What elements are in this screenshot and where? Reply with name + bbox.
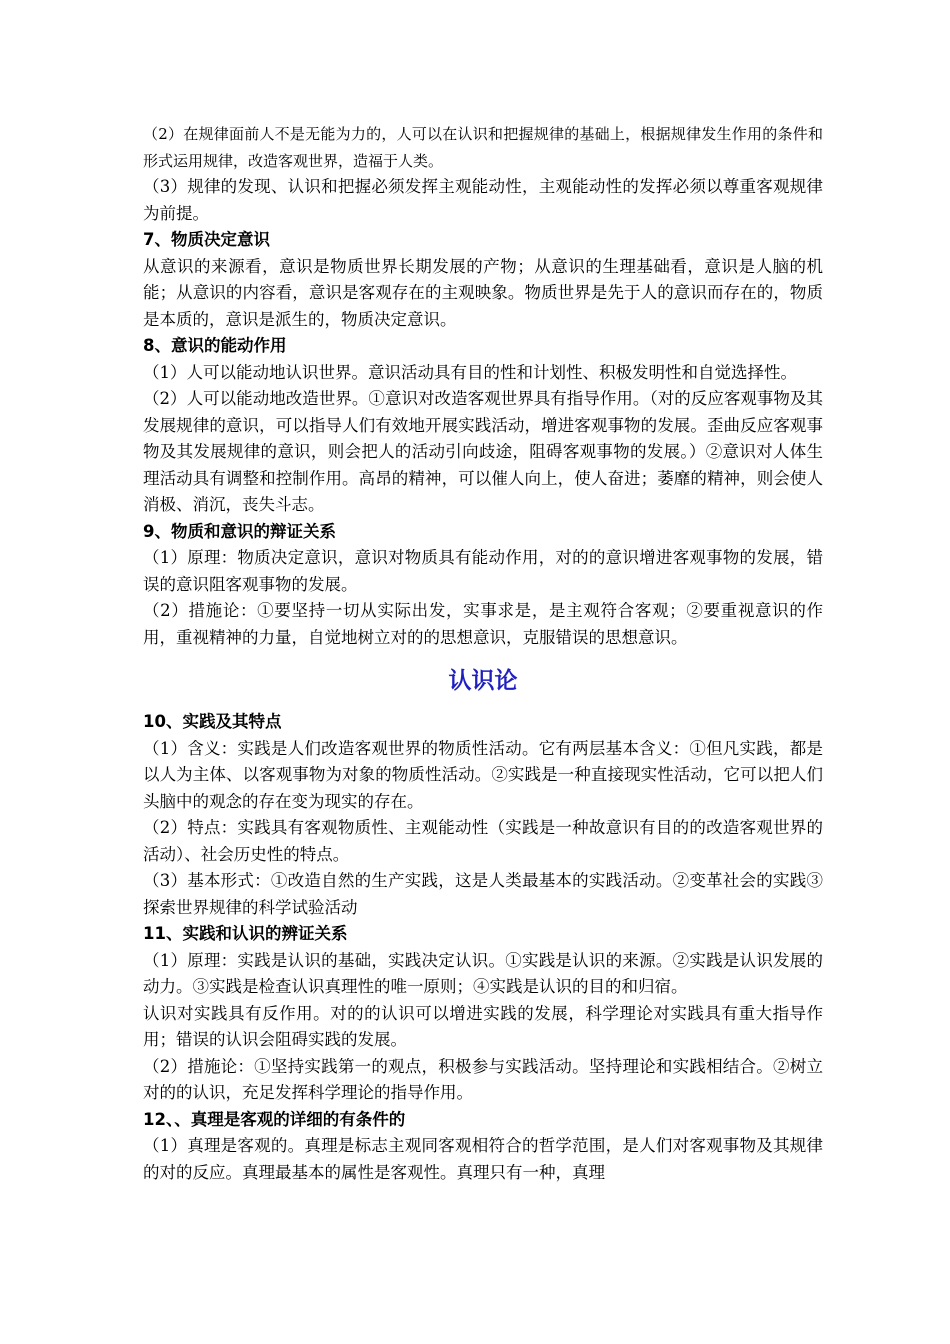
paragraph: （1）真理是客观的。真理是标志主观同客观相符合的哲学范围，是人们对客观事物及其规律的对的反应。真理最基本的属性是客观性。真理只有一种，真理 (143, 1136, 823, 1182)
heading-12: 12、、真理是客观的详细的有条件的 (143, 1109, 406, 1129)
paragraph: （3）规律的发现、认识和把握必须发挥主观能动性，主观能动性的发挥必须以尊重客观规律为前提。 (143, 177, 823, 223)
paragraph: （3）基本形式：①改造自然的生产实践，这是人类最基本的实践活动。②变革社会的实践③探索世界规律的科学试验活动 (143, 871, 823, 917)
paragraph: （2）在规律面前人不是无能为力的，人可以在认识和把握规律的基础上，根据规律发生作用的条件和形式运用规律，改造客观世界，造福于人类。 (143, 125, 823, 170)
paragraph: （2）人可以能动地改造世界。①意识对改造客观世界具有指导作用。（对的反应客观事物及其发展规律的意识，可以指导人们有效地开展实践活动，增进客观事物的发展。歪曲反应客观事物及其发展规律的意识，则会把人的活动引向歧途，阻碍客观事物的发展。）②意识对人体生理活动具有调整和控制作用。高昂的精神，可以催人向上，使人奋进；萎靡的精神，则会使人消极、消沉，丧失斗志。 (143, 389, 823, 514)
paragraph: （1）含义：实践是人们改造客观世界的物质性活动。它有两层基本含义：①但凡实践，都是以人为主体、以客观事物为对象的物质性活动。②实践是一种直接现实性活动，它可以把人们头脑中的观念的存在变为现实的存在。 (143, 738, 823, 811)
heading-10: 10、实践及其特点 (143, 712, 282, 731)
paragraph: （2）措施论：①坚持实践第一的观点，积极参与实践活动。坚持理论和实践相结合。②树立对的的认识，充足发挥科学理论的指导作用。 (143, 1056, 823, 1102)
paragraph: 从意识的来源看，意识是物质世界长期发展的产物；从意识的生理基础看，意识是人脑的机能；从意识的内容看，意识是客观存在的主观映象。物质世界是先于人的意识而存在的，物质是本质的，意识是派生的，物质决定意识。 (143, 256, 823, 329)
heading-7: 7、物质决定意识 (143, 230, 270, 249)
heading-8: 8、意识的能动作用 (143, 336, 287, 355)
document-page (143, 121, 823, 1186)
paragraph: （1）原理：物质决定意识，意识对物质具有能动作用，对的的意识增进客观事物的发展，错误的意识阻客观事物的发展。 (143, 548, 823, 594)
paragraph: 认识对实践具有反作用。对的的认识可以增进实践的发展，科学理论对实践具有重大指导作用；错误的认识会阻碍实践的发展。 (143, 1003, 823, 1049)
paragraph: （1）原理：实践是认识的基础，实践决定认识。①实践是认识的来源。②实践是认识发展的动力。③实践是检查认识真理性的唯一原则；④实践是认识的目的和归宿。 (143, 950, 823, 996)
section-title: 认识论 (448, 668, 518, 694)
heading-11: 11、实践和认识的辨证关系 (143, 924, 348, 943)
paragraph: （2）特点：实践具有客观物质性、主观能动性（实践是一种故意识有目的的改造客观世界的活动）、社会历史性的特点。 (143, 818, 823, 864)
heading-9: 9、物质和意识的辩证关系 (143, 521, 336, 541)
paragraph: （2）措施论：①要坚持一切从实际出发，实事求是，是主观符合客观；②要重视意识的作用，重视精神的力量，自觉地树立对的的思想意识，克服错误的思想意识。 (143, 601, 823, 647)
paragraph: （1）人可以能动地认识世界。意识活动具有目的性和计划性、积极发明性和自觉选择性。 (143, 362, 797, 382)
